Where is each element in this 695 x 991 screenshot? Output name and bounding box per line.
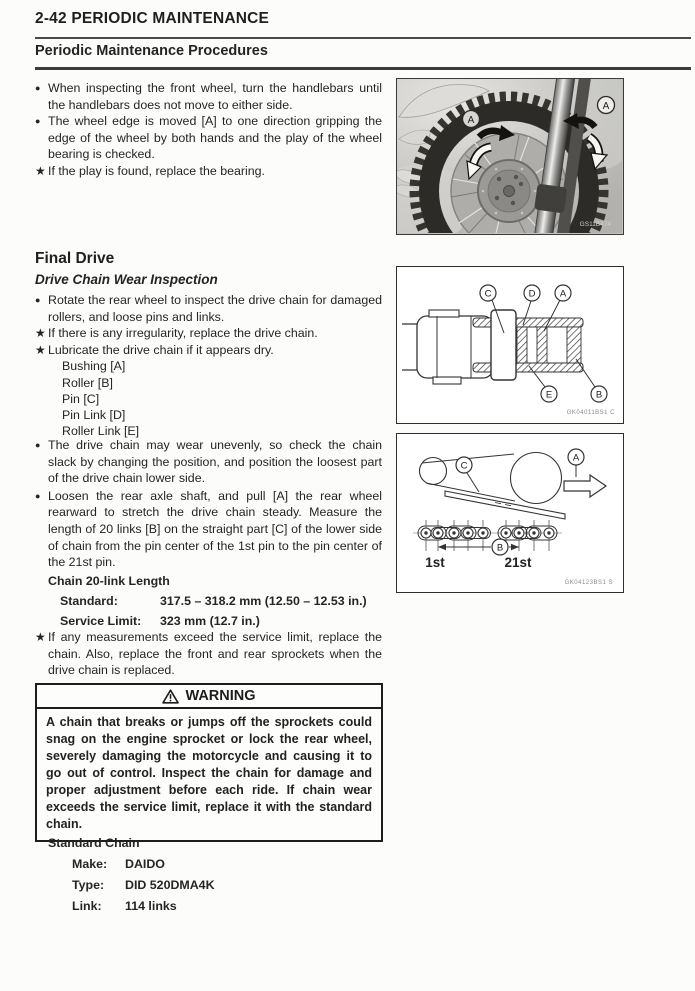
pin-last-label: 21st: [504, 555, 532, 570]
part-label: Roller [B]: [62, 375, 113, 390]
star-marker: ★: [35, 163, 46, 178]
standard-chain-label: Link:: [72, 899, 102, 913]
final-drive-heading: Final Drive: [35, 250, 115, 267]
bullet-marker: ●: [35, 440, 41, 450]
figure-chain-measure: [396, 433, 624, 593]
item-text: If there is any irregularity, replace the drive chain.: [48, 326, 318, 341]
part-label: Pin Link [D]: [62, 407, 126, 422]
standard-chain-row: [72, 878, 384, 892]
item-text: The drive chain may wear unevenly, so check the chain slack by changing the position, and position the loosest part of the drive chain lower side.: [48, 438, 382, 486]
part-labels: [62, 358, 382, 439]
spec-label: Service Limit:: [60, 614, 142, 628]
chain-measure-diagram: [397, 434, 622, 591]
chain-spec-block: [48, 574, 384, 628]
part-label: Roller Link [E]: [62, 424, 140, 439]
standard-chain-value: 114 links: [125, 899, 177, 913]
bullet-marker: ●: [35, 295, 41, 305]
item-text: Rotate the rear wheel to inspect the drive chain for damaged rollers, and loose pins and links.: [48, 293, 382, 324]
figure-code: GK04011BS1 C: [566, 410, 615, 416]
callout-a-label: A: [559, 288, 567, 300]
list-item: [35, 437, 382, 487]
spec-row: [60, 614, 384, 628]
warning-title: WARNING: [185, 688, 256, 704]
callout-a-label: A: [572, 452, 580, 464]
spec-value: 317.5 – 318.2 mm (12.50 – 12.53 in.): [160, 594, 367, 608]
callout-c-label: C: [460, 460, 468, 472]
item-text: If any measurements exceed the service limit, replace the chain. Also, replace the front and rear sprockets when the drive chain is replaced.: [48, 630, 382, 678]
chain-cross-section-diagram: [397, 267, 622, 422]
list-item: [35, 342, 382, 359]
drive-chain-subheading: Drive Chain Wear Inspection: [35, 272, 218, 287]
star-marker: ★: [35, 326, 46, 341]
item-text: When inspecting the front wheel, turn the handlebars until the handlebars does not move to either side.: [48, 81, 382, 112]
figure-chain-cross-section: [396, 266, 624, 424]
item-text: Loosen the rear axle shaft, and pull [A] the rear wheel rearward to stretch the drive chain steady. Measure the length of 20 links [B] on the straight part [C] of the lower side of chain from the pin center of the 1st pin to the pin center of the 21st pin.: [48, 488, 382, 570]
item-text: The wheel edge is moved [A] to one direction gripping the edge of the wheel by both hands and the play of the wheel bearing is checked.: [48, 114, 382, 162]
list-item: [35, 80, 382, 113]
standard-chain-label: Type:: [72, 878, 105, 892]
list-item: [35, 292, 382, 325]
standard-chain-row: [72, 899, 384, 913]
pull-direction-arrow: [564, 475, 606, 497]
page-title: 2-42 PERIODIC MAINTENANCE: [35, 10, 270, 27]
spec-value: 323 mm (12.7 in.): [160, 614, 260, 628]
list-item: [35, 163, 382, 180]
warning-triangle-icon: [162, 689, 179, 704]
callout-c-label: C: [484, 288, 492, 300]
callout-b-label: B: [595, 389, 603, 401]
bullet-marker: ●: [35, 116, 41, 127]
figure-front-wheel: [396, 78, 624, 235]
figure-code: GK04123BS1 S: [564, 580, 613, 586]
bullet-marker: ●: [35, 83, 41, 93]
list-item: [35, 488, 382, 571]
standard-chain-label: Make:: [72, 857, 108, 871]
warning-body: A chain that breaks or jumps off the sprockets could snag on the engine sprocket or lock the rear wheel, severely damaging the motorcycle and causing it to go out of control. Inspect the chain for damage and proper adjustment before each ride. If chain wear exceeds the service limit, replace it with the standard chain.: [46, 715, 372, 831]
list-item: [35, 325, 382, 342]
front-wheel-photo: [397, 79, 622, 233]
callout-b-label: B: [496, 542, 504, 554]
item-text: If the play is found, replace the bearing.: [48, 163, 265, 178]
replace-note: [35, 629, 382, 679]
item-text: Lubricate the drive chain if it appears dry.: [48, 342, 274, 357]
section-title: Periodic Maintenance Procedures: [35, 43, 268, 59]
callout-e-label: E: [545, 389, 553, 401]
warning-header: [37, 685, 381, 709]
callout-d-label: D: [528, 288, 536, 300]
bullet-marker: ●: [35, 490, 41, 501]
callout-a-left-label: A: [467, 114, 475, 126]
spec-label: Standard:: [60, 594, 118, 608]
callout-a-right-label: A: [602, 100, 610, 112]
list-item: [35, 113, 382, 163]
list-item: [35, 629, 382, 679]
chain-inspection-list: [35, 292, 382, 439]
standard-chain-block: [48, 836, 384, 913]
standard-chain-row: [72, 857, 384, 871]
section-rule: [35, 67, 691, 70]
standard-chain-value: DID 520DMA4K: [125, 878, 215, 892]
figure-code: GS11B474: [579, 221, 611, 228]
wear-list: [35, 437, 382, 571]
spec-title: Chain 20-link Length: [48, 574, 170, 588]
pin-first-label: 1st: [425, 555, 445, 570]
star-marker: ★: [35, 342, 46, 357]
header-rule: [35, 37, 691, 39]
standard-chain-title: Standard Chain: [48, 836, 140, 850]
star-marker: ★: [35, 630, 46, 644]
warning-box: [35, 683, 383, 842]
part-label: Pin [C]: [62, 391, 100, 406]
part-label: Bushing [A]: [62, 359, 126, 374]
standard-chain-value: DAIDO: [125, 857, 165, 871]
front-wheel-list: [35, 80, 382, 180]
spec-row: [60, 594, 384, 608]
